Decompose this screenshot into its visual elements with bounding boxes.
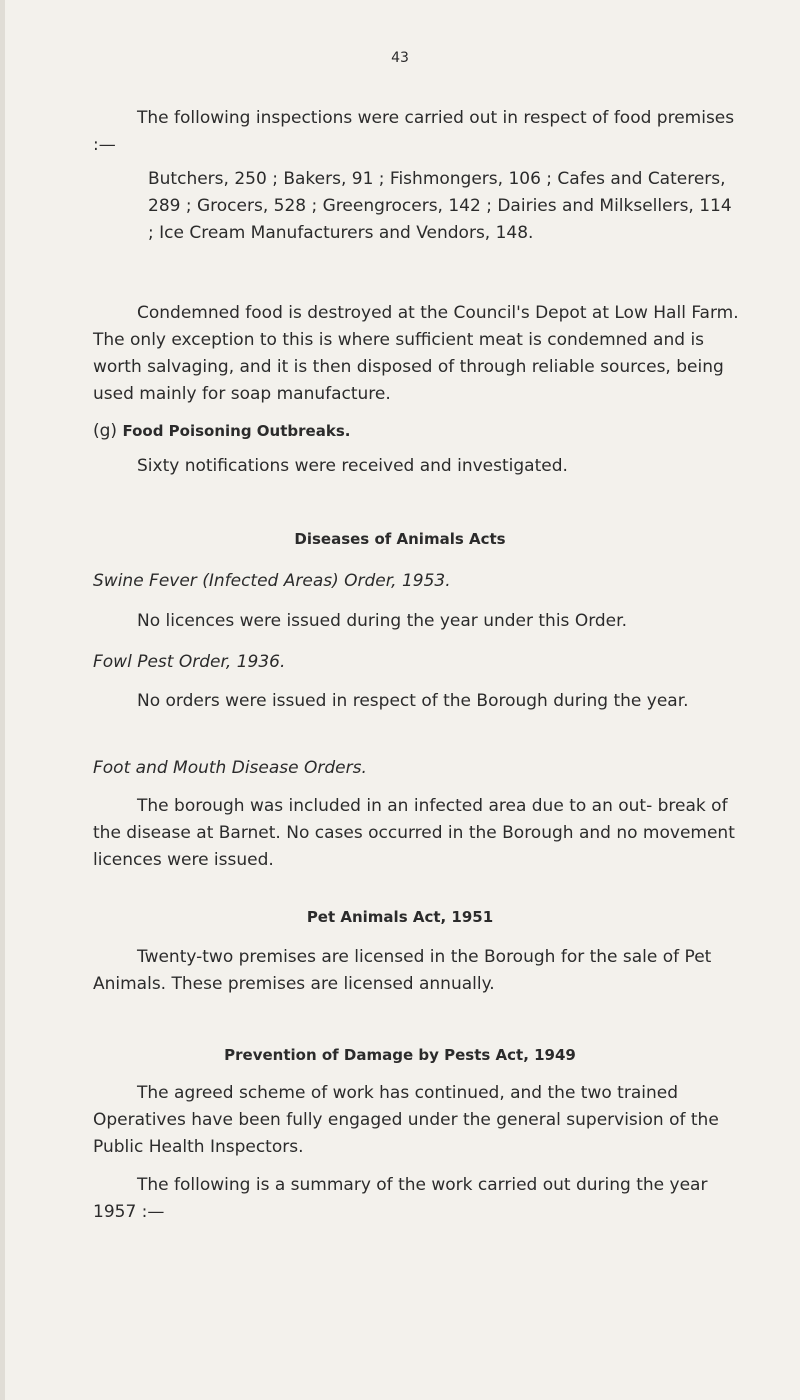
pet-animals-text: Twenty-two premises are licensed in the Borough for the sale of Pet Animals. These premises are licensed annually. [93, 947, 712, 994]
prevention-damage-heading: Prevention of Damage by Pests Act, 1949 [224, 1046, 576, 1064]
food-poisoning-title: Food Poisoning Outbreaks. [122, 422, 351, 440]
pet-animals-heading: Pet Animals Act, 1951 [306, 908, 494, 926]
swine-fever-title: Swine Fever (Infected Areas) Order, 1953. [93, 571, 451, 591]
foot-mouth-text: The borough was included in an infected area due to an out- break of the disease at Barnet. No cases occurred in the Borough and no movement licences were issued. [93, 796, 735, 870]
prevention-damage-text-2: The following is a summary of the work carried out during the year 1957 :— [93, 1175, 708, 1222]
food-poisoning-heading [93, 418, 741, 445]
foot-mouth-title: Foot and Mouth Disease Orders. [93, 758, 367, 778]
page-number: 43 [391, 50, 409, 66]
section-marker: (g) [93, 421, 118, 441]
food-poisoning-text: Sixty notifications were received and investigated. [137, 456, 568, 476]
swine-fever-text: No licences were issued during the year under this Order. [137, 611, 627, 631]
fowl-pest-text: No orders were issued in respect of the Borough during the year. [137, 691, 689, 711]
prevention-damage-text-1: The agreed scheme of work has continued, and the two trained Operatives have been fully engaged under the general supervision of the Public Health Inspectors. [93, 1083, 719, 1157]
fowl-pest-title: Fowl Pest Order, 1936. [93, 652, 286, 672]
page-edge [0, 0, 5, 1400]
inspections-list: Butchers, 250 ; Bakers, 91 ; Fishmongers, 106 ; Cafes and Caterers, 289 ; Grocers, 528 ; Greengrocers, 142 ; Dairies and Milksellers, 114 ; Ice Cream Manufacturers and Vendors, 148. [148, 169, 732, 243]
condemned-food-paragraph: Condemned food is destroyed at the Council's Depot at Low Hall Farm. The only exception to this is where sufficient meat is condemned and is worth salvaging, and it is then disposed of through reliable sources, being used mainly for soap manufacture. [93, 303, 739, 404]
diseases-animals-heading: Diseases of Animals Acts [294, 530, 506, 548]
intro-paragraph: The following inspections were carried out in respect of food premises :— [93, 108, 735, 155]
